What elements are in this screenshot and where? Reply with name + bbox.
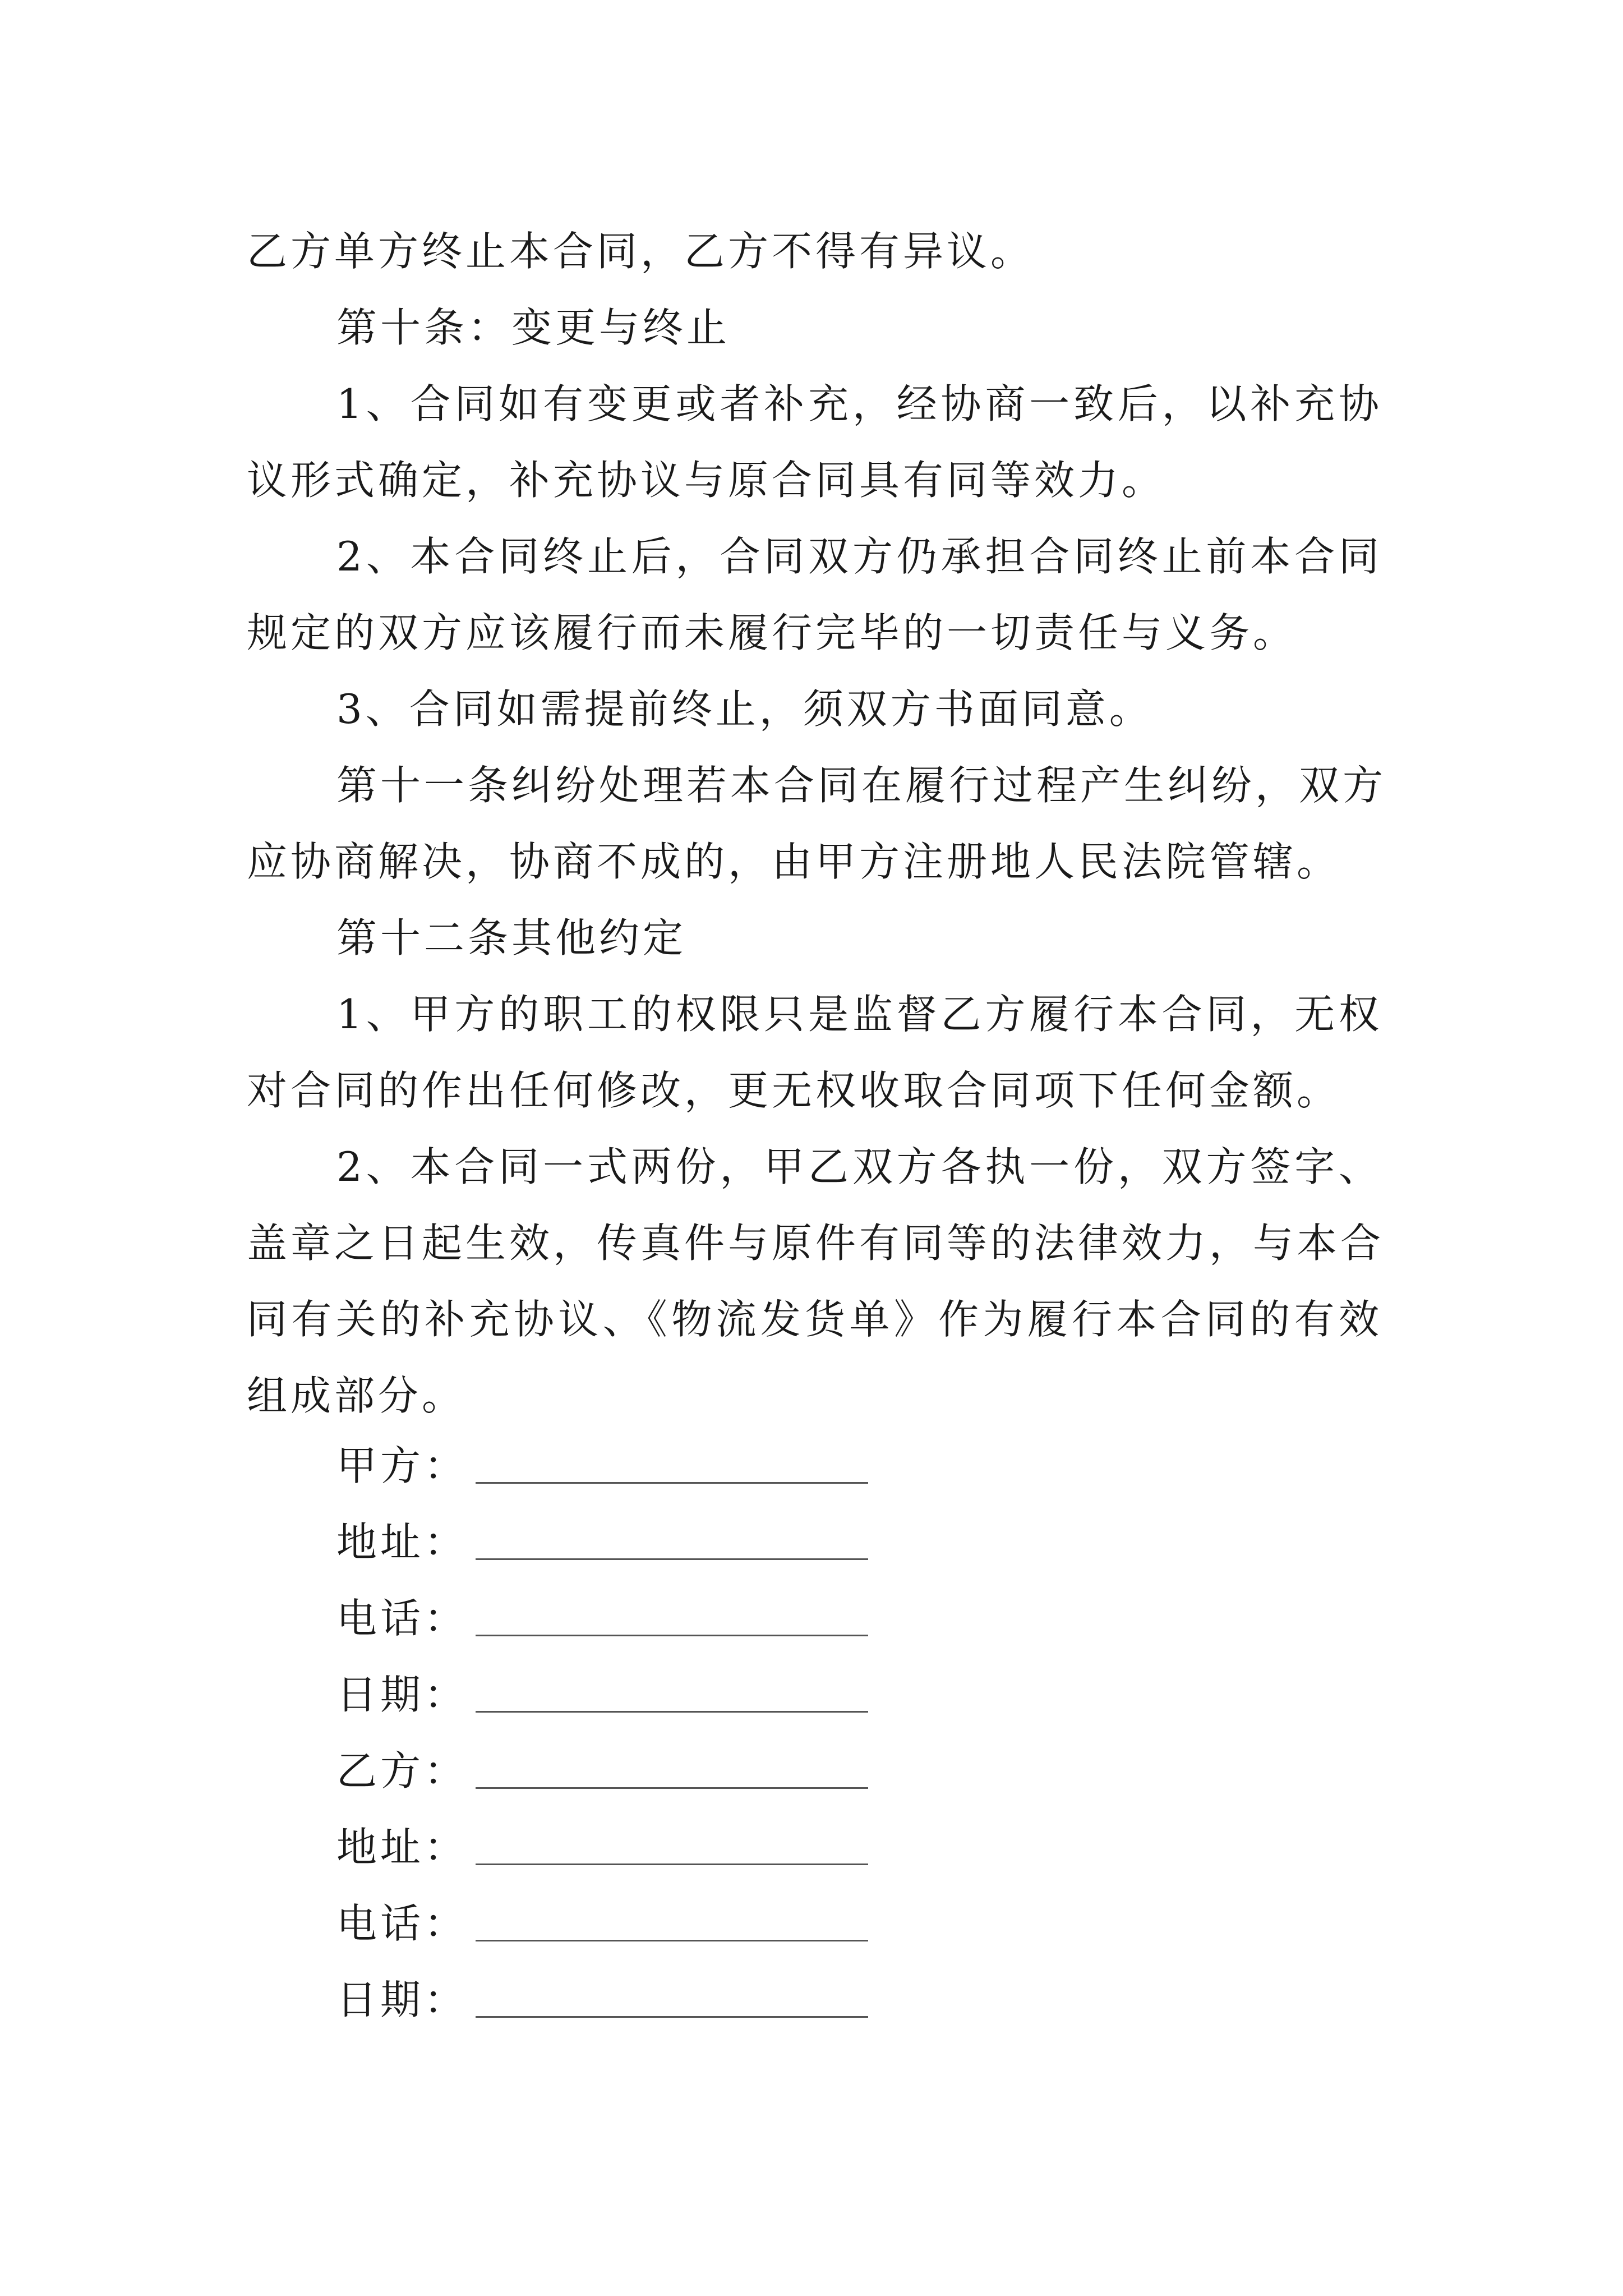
- paragraph-line: 3、合同如需提前终止，须双方书面同意。: [336, 685, 1153, 733]
- clause-11-line: 第十一条纠纷处理若本合同在履行过程产生纠纷，双方: [336, 762, 1387, 809]
- party-a-date-blank[interactable]: [476, 1711, 868, 1713]
- party-b-address-label: 地址：: [336, 1824, 468, 1871]
- party-a-phone-blank[interactable]: [476, 1635, 868, 1636]
- party-b-phone-row: [336, 1885, 868, 1962]
- party-a-address-blank[interactable]: [476, 1558, 868, 1560]
- party-b-date-blank[interactable]: [476, 2016, 868, 2018]
- clause-heading-10: 第十条：变更与终止: [336, 304, 731, 351]
- party-a-label: 甲方：: [336, 1442, 468, 1489]
- paragraph-line: 对合同的作出任何修改，更无权收取合同项下任何金额。: [247, 1067, 1341, 1114]
- paragraph-line: 盖章之日起生效，传真件与原件有同等的法律效力，与本合: [247, 1220, 1385, 1267]
- paragraph-line: 组成部分。: [247, 1372, 466, 1419]
- paragraph-line: 同有关的补充协议、《物流发货单》作为履行本合同的有效: [247, 1296, 1382, 1343]
- party-b-date-row: [336, 1962, 868, 2038]
- party-b-address-row: [336, 1809, 868, 1885]
- paragraph-line: 乙方单方终止本合同，乙方不得有异议。: [247, 228, 1035, 275]
- contract-body: [247, 213, 1387, 1434]
- party-a-phone-row: [336, 1580, 868, 1657]
- party-a-date-row: [336, 1657, 868, 1733]
- paragraph-line: 1、合同如有变更或者补充，经协商一致后，以补充协: [336, 380, 1382, 427]
- party-b-blank[interactable]: [476, 1787, 868, 1789]
- clause-heading-12: 第十二条其他约定: [336, 914, 687, 961]
- party-b-phone-blank[interactable]: [476, 1940, 868, 1941]
- party-b-date-label: 日期：: [336, 1976, 468, 2023]
- party-a-blank[interactable]: [476, 1482, 868, 1484]
- paragraph-line: 2、本合同一式两份，甲乙双方各执一份，双方签字、: [336, 1143, 1382, 1190]
- party-b-row: [336, 1733, 868, 1809]
- party-a-address-row: [336, 1504, 868, 1580]
- party-b-label: 乙方：: [336, 1747, 468, 1795]
- party-b-phone-label: 电话：: [336, 1900, 468, 1947]
- party-a-phone-label: 电话：: [336, 1595, 468, 1642]
- party-a-row: [336, 1428, 868, 1504]
- paragraph-line: 规定的双方应该履行而未履行完毕的一切责任与义务。: [247, 609, 1297, 656]
- paragraph-line: 2、本合同终止后，合同双方仍承担合同终止前本合同: [336, 533, 1382, 580]
- signature-block: [336, 1428, 868, 2038]
- party-a-address-label: 地址：: [336, 1519, 468, 1566]
- party-b-address-blank[interactable]: [476, 1864, 868, 1865]
- paragraph-line: 1、甲方的职工的权限只是监督乙方履行本合同，无权: [336, 991, 1382, 1038]
- paragraph-line: 议形式确定，补充协议与原合同具有同等效力。: [247, 457, 1166, 504]
- paragraph-line: 应协商解决，协商不成的，由甲方注册地人民法院管辖。: [247, 838, 1341, 885]
- party-a-date-label: 日期：: [336, 1671, 468, 1718]
